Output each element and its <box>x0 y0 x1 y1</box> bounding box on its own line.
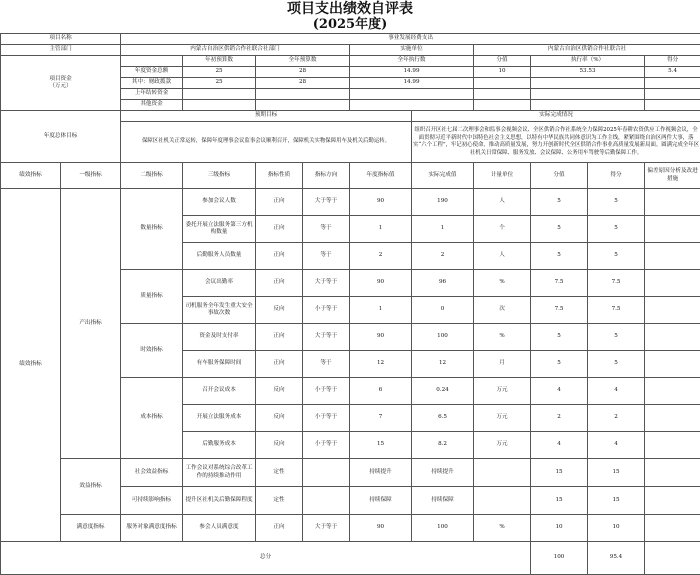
level1-satisfaction: 满意度指标 <box>61 515 121 542</box>
deviation <box>645 270 700 297</box>
deviation <box>645 216 700 243</box>
unit <box>474 487 531 515</box>
unit: 月 <box>474 351 531 378</box>
got: 7.5 <box>588 270 645 297</box>
total-score: 100 <box>531 542 588 575</box>
score: 5 <box>531 243 588 270</box>
funds-unit: （万元） <box>49 83 72 89</box>
unit: 人 <box>474 189 531 216</box>
project-name-value: 事业发展经费支出 <box>121 34 700 45</box>
indicator-row <box>1 189 700 216</box>
funds-cell: 28 <box>256 78 350 89</box>
got: 5 <box>588 324 645 351</box>
funds-cell <box>350 100 474 111</box>
got: 7.5 <box>588 297 645 324</box>
level3: 司机服务全年发生重大安全事故次数 <box>183 297 256 324</box>
impl-label: 实施单位 <box>350 45 474 56</box>
nature: 反向 <box>256 405 303 432</box>
deviation <box>645 297 700 324</box>
unit: 次 <box>474 297 531 324</box>
direction: 大于等于 <box>303 189 350 216</box>
direction: 小于等于 <box>303 405 350 432</box>
funds-cell <box>531 100 645 111</box>
target: 90 <box>350 270 412 297</box>
nature: 正向 <box>256 216 303 243</box>
score: 5 <box>531 324 588 351</box>
deviation <box>645 405 700 432</box>
level3: 提升区社机关后勤保障程度 <box>183 487 256 515</box>
year-subtitle: (2025年度) <box>312 17 388 32</box>
score: 15 <box>531 487 588 515</box>
level3: 工作会议对系统综合改革工作的持续推动作用 <box>183 459 256 487</box>
direction: 等于 <box>303 216 350 243</box>
direction: 等于 <box>303 243 350 270</box>
funds-header: 全年预算数 <box>256 56 350 67</box>
ind-header: 实际完成值 <box>412 163 474 189</box>
level3: 有车服务保障时间 <box>183 351 256 378</box>
target: 12 <box>350 351 412 378</box>
goal-expected-text: 保障区社机关正常运转，保障年度理事会议监事会议顺利召开，保障机关实物保障用车及机关后勤运转。 <box>121 122 412 163</box>
target: 7 <box>350 405 412 432</box>
direction <box>303 459 350 487</box>
deviation <box>645 515 700 542</box>
target: 1 <box>350 297 412 324</box>
target: 2 <box>350 243 412 270</box>
project-name-row <box>1 34 700 45</box>
actual: 8.2 <box>412 432 474 459</box>
page-title: 项目支出绩效自评表 <box>287 1 413 17</box>
got: 5 <box>588 243 645 270</box>
ind-header: 指标方向 <box>303 163 350 189</box>
funds-header: 全年执行数 <box>350 56 474 67</box>
indicator-row <box>1 459 700 487</box>
actual: 96 <box>412 270 474 297</box>
got: 5 <box>588 216 645 243</box>
funds-cell <box>645 100 700 111</box>
score: 5 <box>531 351 588 378</box>
funds-row-label: 其中：财政拨款 <box>121 78 183 89</box>
nature: 正向 <box>256 324 303 351</box>
ind-header: 绩效指标 <box>1 163 61 189</box>
funds-row-label: 上年结转资金 <box>121 89 183 100</box>
nature: 反向 <box>256 432 303 459</box>
project-name-label: 项目名称 <box>1 34 121 45</box>
nature: 反向 <box>256 297 303 324</box>
unit: 个 <box>474 216 531 243</box>
deviation <box>645 351 700 378</box>
funds-cell <box>256 89 350 100</box>
unit: % <box>474 515 531 542</box>
funds-cell: 25 <box>183 67 256 78</box>
ind-header: 三级指标 <box>183 163 256 189</box>
ind-header: 计量单位 <box>474 163 531 189</box>
score: 4 <box>531 432 588 459</box>
got: 15 <box>588 459 645 487</box>
target: 90 <box>350 189 412 216</box>
unit: % <box>474 270 531 297</box>
department-row <box>1 45 700 56</box>
goal-label: 年度总体目标 <box>1 111 121 163</box>
funds-cell <box>183 89 256 100</box>
funds-cell <box>531 89 645 100</box>
level2-sustainable: 可持续影响指标 <box>121 487 183 515</box>
funds-header: 分值 <box>474 56 531 67</box>
direction: 大于等于 <box>303 324 350 351</box>
score: 4 <box>531 378 588 405</box>
impl-value: 内蒙古自治区供销合作社联合社 <box>474 45 700 56</box>
level3: 参加会议人数 <box>183 189 256 216</box>
indicator-header-row <box>1 163 700 189</box>
level2-service: 服务对象满意度指标 <box>121 515 183 542</box>
unit: 万元 <box>474 405 531 432</box>
score: 7.5 <box>531 297 588 324</box>
level1-benefit: 效益指标 <box>61 459 121 515</box>
unit: 万元 <box>474 432 531 459</box>
actual: 持续提升 <box>412 459 474 487</box>
funds-cell: 28 <box>256 67 350 78</box>
funds-cell: 10 <box>474 67 531 78</box>
funds-row-label: 年度资金总额 <box>121 67 183 78</box>
score: 7.5 <box>531 270 588 297</box>
ind-header: 二级指标 <box>121 163 183 189</box>
actual: 100 <box>412 515 474 542</box>
funds-row-label: 其他资金 <box>121 100 183 111</box>
actual: 6.5 <box>412 405 474 432</box>
funds-header: 年初预算数 <box>183 56 256 67</box>
actual: 190 <box>412 189 474 216</box>
perf-indicator-label: 绩效指标 <box>1 189 61 542</box>
level3: 后勤服务人员数量 <box>183 243 256 270</box>
target: 90 <box>350 515 412 542</box>
funds-cell: 25 <box>183 78 256 89</box>
nature: 正向 <box>256 515 303 542</box>
score: 5 <box>531 216 588 243</box>
level3: 开展立法服务成本 <box>183 405 256 432</box>
funds-cell <box>645 78 700 89</box>
ind-header: 分值 <box>531 163 588 189</box>
nature: 正向 <box>256 243 303 270</box>
target: 持续提升 <box>350 459 412 487</box>
ind-header: 指标性质 <box>256 163 303 189</box>
funds-cell <box>474 89 531 100</box>
funds-label-cell <box>1 56 121 111</box>
deviation <box>645 378 700 405</box>
ind-header: 年度指标值 <box>350 163 412 189</box>
got: 10 <box>588 515 645 542</box>
title-block <box>0 0 700 33</box>
level3: 召开会议成本 <box>183 378 256 405</box>
level3: 参会人员满意度 <box>183 515 256 542</box>
funds-cell <box>256 100 350 111</box>
funds-label: 项目资金 <box>49 75 72 82</box>
unit: 万元 <box>474 378 531 405</box>
got: 15 <box>588 487 645 515</box>
deviation <box>645 459 700 487</box>
nature: 定性 <box>256 459 303 487</box>
actual: 100 <box>412 324 474 351</box>
level2-quality: 质量指标 <box>121 270 183 324</box>
dept-label: 主管部门 <box>1 45 121 56</box>
level3: 会议出勤率 <box>183 270 256 297</box>
target: 1 <box>350 216 412 243</box>
unit <box>474 459 531 487</box>
funds-cell <box>474 100 531 111</box>
goal-expected-header: 预期目标 <box>121 111 412 122</box>
funds-cell <box>183 100 256 111</box>
deviation <box>645 487 700 515</box>
nature: 定性 <box>256 487 303 515</box>
ind-header: 得分 <box>588 163 645 189</box>
score: 2 <box>531 405 588 432</box>
direction: 小于等于 <box>303 432 350 459</box>
total-label: 总分 <box>1 542 531 575</box>
total-got: 95.4 <box>588 542 645 575</box>
funds-header: 得分 <box>645 56 700 67</box>
goal-actual-header: 实际完成情况 <box>412 111 700 122</box>
level3: 资金及时支付率 <box>183 324 256 351</box>
got: 5 <box>588 351 645 378</box>
actual: 2 <box>412 243 474 270</box>
actual: 0.24 <box>412 378 474 405</box>
level2-quantity: 数量指标 <box>121 189 183 270</box>
direction: 小于等于 <box>303 378 350 405</box>
target: 15 <box>350 432 412 459</box>
indicator-row <box>1 515 700 542</box>
unit: 人 <box>474 243 531 270</box>
dept-value: 内蒙古自治区供销合作社联合社部门 <box>121 45 350 56</box>
nature: 反向 <box>256 378 303 405</box>
funds-header-row <box>1 56 700 67</box>
level2-timeliness: 时效指标 <box>121 324 183 378</box>
funds-header-corner <box>121 56 183 67</box>
deviation <box>645 324 700 351</box>
goal-header-row <box>1 111 700 122</box>
score: 10 <box>531 515 588 542</box>
funds-cell <box>350 89 474 100</box>
level3: 后勤服务成本 <box>183 432 256 459</box>
actual: 持续保障 <box>412 487 474 515</box>
direction: 大于等于 <box>303 270 350 297</box>
level2-social: 社会效益指标 <box>121 459 183 487</box>
unit: % <box>474 324 531 351</box>
goal-actual-text: 组织召开区社七届二次理事会和监事会视频会议、全区供销合作社系统全力保障2025年春耕农资供应工作视频会议，全面贯彻习近平新时代中国特色社会主义思想，以特有中华民族共同体意识为工作主线，紧紧围绕自治区两件大事，落实“六个工程”，牢记初心使命，推动高质量发展，努力开创新时代全区供销合作事业高质量发展新局面。圆满完成全年区社机关日常保障、服务发放、会议保障、公务用车驾驶等后勤保障工作。 <box>412 122 700 163</box>
self-evaluation-table <box>0 33 700 575</box>
funds-cell <box>645 89 700 100</box>
funds-cell: 53.53 <box>531 67 645 78</box>
funds-cell: 5.4 <box>645 67 700 78</box>
funds-header: 执行率（%） <box>531 56 645 67</box>
nature: 正向 <box>256 270 303 297</box>
level3: 委托开展立法服务第三方机构数量 <box>183 216 256 243</box>
funds-cell <box>474 78 531 89</box>
target: 90 <box>350 324 412 351</box>
level1-output: 产出指标 <box>61 189 121 459</box>
deviation <box>645 432 700 459</box>
ind-header: 偏差原因分析及改进措施 <box>645 163 700 189</box>
funds-cell: 14.99 <box>350 78 474 89</box>
got: 4 <box>588 432 645 459</box>
direction: 等于 <box>303 351 350 378</box>
score: 15 <box>531 459 588 487</box>
funds-cell: 14.99 <box>350 67 474 78</box>
funds-cell <box>531 78 645 89</box>
total-row <box>1 542 700 575</box>
total-deviation <box>645 542 700 575</box>
target: 6 <box>350 378 412 405</box>
level2-cost: 成本指标 <box>121 378 183 459</box>
deviation <box>645 189 700 216</box>
got: 4 <box>588 378 645 405</box>
direction <box>303 487 350 515</box>
got: 2 <box>588 405 645 432</box>
nature: 正向 <box>256 351 303 378</box>
direction: 小于等于 <box>303 297 350 324</box>
got: 5 <box>588 189 645 216</box>
actual: 12 <box>412 351 474 378</box>
actual: 1 <box>412 216 474 243</box>
actual: 0 <box>412 297 474 324</box>
nature: 正向 <box>256 189 303 216</box>
score: 5 <box>531 189 588 216</box>
ind-header: 一级指标 <box>61 163 121 189</box>
direction: 大于等于 <box>303 515 350 542</box>
target: 持续保障 <box>350 487 412 515</box>
deviation <box>645 243 700 270</box>
